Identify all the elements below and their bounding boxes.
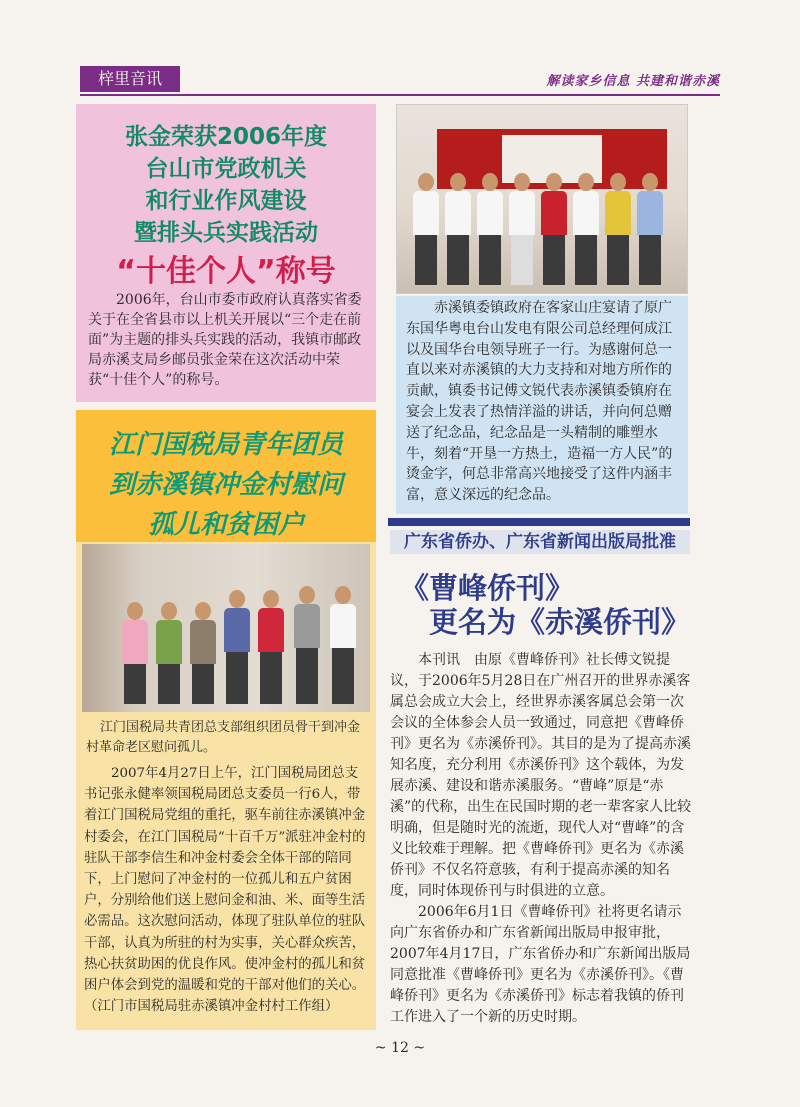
story1-title-line: 暨排头兵实践活动 xyxy=(134,220,318,246)
story4-body-paragraph: 2006年6月1日《曹峰侨刊》社将更名请示向广东省侨办和广东省新闻出版局申报审批，2007年4月17日，广东省侨办和广东新闻出版局同意批准《曹峰侨刊》更名为《赤溪侨刊》。《曹峰侨刊》更名为《赤溪侨刊》标志着我镇的侨刊工作进入了一个新的历史时期。 xyxy=(390,904,691,1025)
photo-person xyxy=(258,590,284,704)
story1-title-line: 张金荣获2006年度 xyxy=(124,124,327,150)
section-tag: 梓里音讯 xyxy=(80,66,180,92)
story3-body: 2007年4月27日上午，江门国税局团总支书记张永健率领国税局团总支委员一行6人，带着江门国税局党组的重托，驱车前往赤溪镇冲金村委会，在江门国税局“十百千万”派驻冲金村的驻队干部李信生和冲金村委会全体干部的陪同下，上门慰问了冲金村的一位孤儿和五户贫困户，分别给他们送上慰问金和油、米、面等生活必需品。这次慰问活动，体现了驻队单位的驻队干部，认真为所驻的村为实事，关心群众疾苦，热心扶贫助困的优良作风。使冲金村的孤儿和贫困户体会到党的温暖和党的干部对他们的关心。（江门市国税局驻赤溪镇冲金村村工作组） xyxy=(84,766,366,1015)
group-photo-banquet xyxy=(396,104,688,294)
page-number: ~ 12 ~ xyxy=(374,1040,426,1056)
photo-person xyxy=(122,602,148,704)
story3-header xyxy=(76,410,376,542)
photo-person xyxy=(156,602,182,704)
photo-person xyxy=(330,586,356,704)
photo-person xyxy=(509,173,535,285)
story1-title-line: 和行业作风建设 xyxy=(145,188,307,214)
story3-title-line: 孤儿和贫困户 xyxy=(147,510,304,540)
story3-photo-caption: 江门国税局共青团总支部组织团员骨干到冲金村革命老区慰问孤儿。 xyxy=(86,720,361,755)
photo-person xyxy=(413,173,439,285)
story1-title-highlight: “十佳个人”称号 xyxy=(116,254,336,289)
photo-person xyxy=(445,173,471,285)
story4-kicker: 广东省侨办、广东省新闻出版局批准 xyxy=(390,530,690,554)
story4-title-line1: 《曹峰侨刊》 xyxy=(400,571,575,605)
photo-person xyxy=(605,173,631,285)
story3-title-line: 到赤溪镇冲金村慰问 xyxy=(108,470,343,500)
photo-person xyxy=(573,173,599,285)
photo-person xyxy=(541,173,567,285)
photo-person xyxy=(294,586,320,704)
photo-person xyxy=(190,602,216,704)
story2-body: 赤溪镇委镇政府在客家山庄宴请了原广东国华粤电台山发电有限公司总经理何成江以及国华台电领导班子一行。为感谢何总一直以来对赤溪镇的大力支持和对地方所作的贡献，镇委书记傅文锐代表赤溪镇委镇府在宴会上发表了热情洋溢的讲话，并向何总赠送了纪念品，纪念品是一头精制的雕塑水牛，刻着“开垦一方热土，造福一方人民”的烫金字，何总非常高兴地接受了这件内涵丰富，意义深远的纪念品。 xyxy=(406,300,673,504)
header-slogan: 解读家乡信息 共建和谐赤溪 xyxy=(546,74,720,89)
story1-body: 2006年，台山市委市政府认真落实省委关于在全省县市以上机关开展以“三个走在前面”为主题的排头兵实践的活动，我镇市邮政局赤溪支局乡邮员张金荣在这次活动中荣获“十佳个人”的称号。 xyxy=(88,292,362,388)
story4-body-paragraph: 本刊讯 由原《曹峰侨刊》社长傅文锐提议，于2006年5月28日在广州召开的世界赤溪客属总会成立大会上，经世界赤溪客属总会第一次会议的全体参会人员一致通过，同意把《曹峰侨刊》更名为《赤溪侨刊》。其目的是为了提高赤溪知名度，充分利用《赤溪侨刊》这个载体，为发展赤溪、建设和谐赤溪服务。“曹峰”原是“赤溪”的代称，出生在民国时期的老一辈客家人比较明确，但是随时光的流逝，现代人对“曹峰”的含义比较难于理解。把《曹峰侨刊》更名为《赤溪侨刊》不仅名符意骇，有利于提高赤溪的知名度，同时体现侨刊与时俱进的立意。 xyxy=(390,652,692,899)
photo-person xyxy=(637,173,663,285)
visit-photo xyxy=(82,544,370,712)
story4-top-bar xyxy=(388,518,690,526)
header-divider xyxy=(80,94,720,96)
story3-title-line: 江门国税局青年团员 xyxy=(108,430,343,460)
photo-person xyxy=(477,173,503,285)
story1-title-line: 台山市党政机关 xyxy=(145,156,307,182)
photo-person xyxy=(224,590,250,704)
story4-title-line2: 更名为《赤溪侨刊》 xyxy=(428,605,690,639)
